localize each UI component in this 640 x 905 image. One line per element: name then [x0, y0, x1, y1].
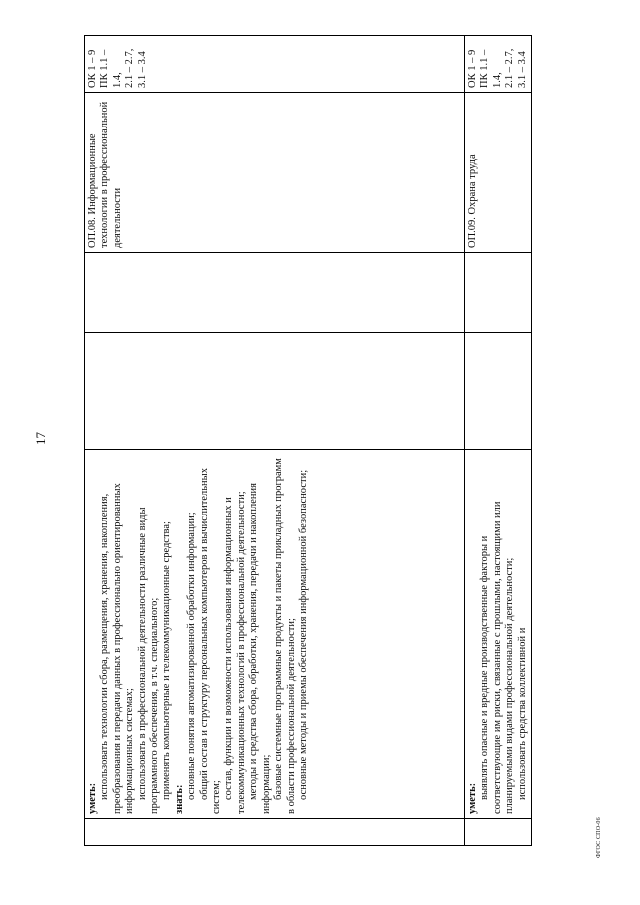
skill-item: использовать средства коллективной и [516, 627, 528, 800]
competency-code: ОК 1 – 9 [467, 49, 478, 88]
skill-item: выявлять опасные и вредные производственные факторы и соответствующие им риски, связанные с прошлыми, настоящими или планируемыми видами профессиональной деятельности; [479, 501, 516, 814]
skills-heading: уметь: [467, 782, 478, 814]
footer-code: ФГОС СПО-06 [596, 817, 602, 858]
skill-item: использовать технологии сбора, размещения, хранения, накопления, преобразования и передачи данных в профессионально ориентированных информационных системах; [99, 483, 136, 814]
knowledge-item: общий состав и структуру персональных компьютеров и вычислительных систем; [198, 468, 223, 814]
skills-heading: уметь: [87, 782, 98, 814]
discipline-name: ОП.09. Охрана труда [467, 154, 478, 248]
knowledge-item: методы и средства сбора, обработки, хранения, передачи и накопления информации; [248, 483, 272, 814]
hours-cell [85, 333, 465, 450]
discipline-name: ОП.08. Информационные технологии в профессиональной деятельности [87, 101, 123, 248]
competency-code: 2.1 – 2.7, [124, 48, 136, 88]
knowledge-item: основные методы и приемы обеспечения информационной безопасности; [297, 469, 309, 800]
skill-item: использовать в профессиональной деятельности различные виды программного обеспечения, в т.ч. специального; [136, 507, 161, 814]
competency-code: 2.1 – 2.7, [504, 48, 516, 88]
table-row [465, 36, 532, 846]
page-number: 17 [33, 432, 48, 445]
competency-code: 3.1 – 3.4 [136, 51, 148, 88]
discipline-cell [85, 93, 465, 253]
knowledge-item: базовые системные программные продукты и пакеты прикладных программ в области профессиональной деятельности; [273, 458, 297, 814]
credits-cell [465, 253, 532, 333]
competency-code: ПК 1.1 – 1.4, [479, 49, 503, 88]
competency-code: ОК 1 – 9 [87, 49, 98, 88]
competencies-cell [465, 36, 532, 93]
discipline-cell [465, 93, 532, 253]
hours-cell [465, 333, 532, 450]
curriculum-table [84, 36, 528, 846]
competency-code: ПК 1.1 – 1.4, [99, 49, 123, 88]
index-cell [85, 819, 465, 846]
skill-item: применять компьютерные и телекоммуникационные средства; [161, 521, 173, 800]
requirements-cell [465, 450, 532, 819]
competency-code: 3.1 – 3.4 [516, 51, 528, 88]
knowledge-item: основные понятия автоматизированной обработки информации; [186, 512, 198, 800]
knowledge-item: состав, функции и возможности использования информационных и телекоммуникационных технологий в профессиональной деятельности; [223, 491, 247, 814]
index-cell [465, 819, 532, 846]
requirements-cell [85, 450, 465, 819]
knowledge-heading: знать: [173, 784, 185, 814]
competencies-cell [85, 36, 465, 93]
table-row [85, 36, 465, 846]
credits-cell [85, 253, 465, 333]
